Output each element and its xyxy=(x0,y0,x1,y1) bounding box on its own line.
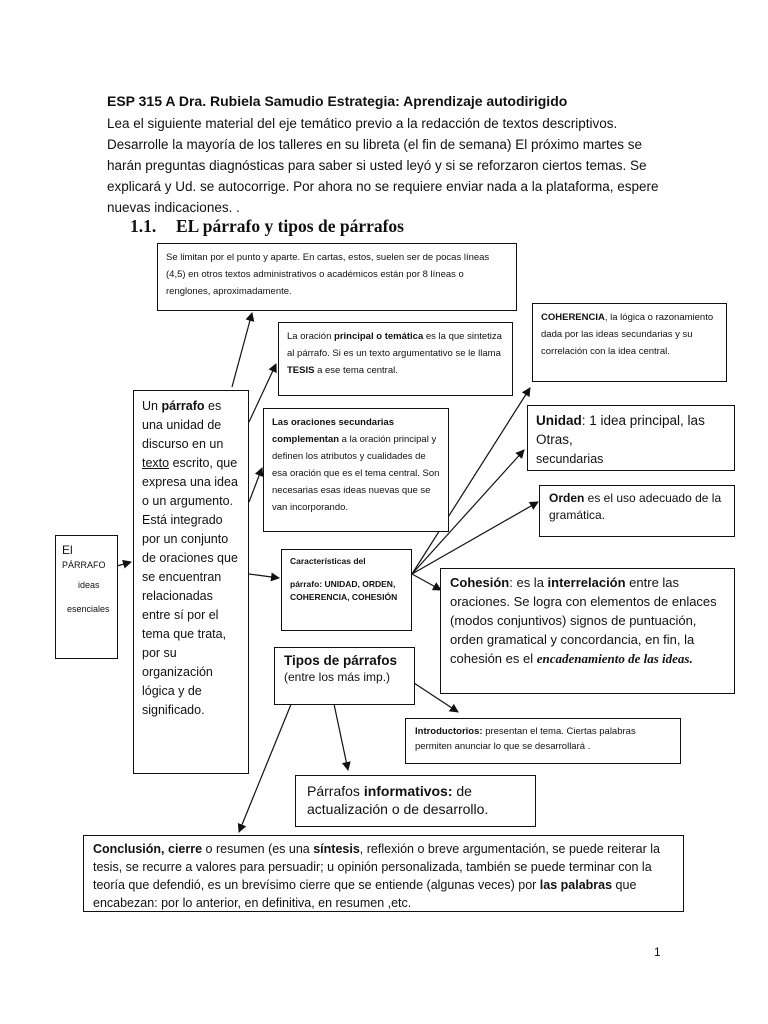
conclusion-p1: o resumen (es una xyxy=(202,842,314,856)
cohesion-p2: entre las oraciones. Se logra con elementos de enlaces (modos conjuntivos) signos de puntuación, orden gramatical y concordancia, en fin, la cohesión es el xyxy=(450,575,717,666)
unity-rest: : 1 idea principal, las Otras, xyxy=(536,413,705,447)
order-bold: Orden xyxy=(549,491,585,505)
left-line3: ideas xyxy=(78,580,100,590)
conclusion-p3: que encabezan: por lo anterior, en definitiva, en resumen ,etc. xyxy=(93,878,637,910)
informative-rest: de actualización o de desarrollo. xyxy=(307,783,489,817)
unity-line2: secundarias xyxy=(536,452,604,466)
left-paragraph-box xyxy=(55,535,118,659)
secondary-bold: Las oraciones secundarias complementan xyxy=(272,417,394,445)
unity-bold: Unidad xyxy=(536,413,582,428)
left-line4: esenciales xyxy=(67,604,110,614)
main-sentence-box xyxy=(278,322,513,396)
intro-paragraph: Lea el siguiente material del eje temático previo a la redacción de textos descriptivos. Desarrolle la mayoría de los talleres en su libreta (el fin de semana) El próximo martes se harán preguntas diagnósticas para saber si usted leyó y si se reforzaron ciertos temas. Se explicará y Ud. se autocorrige. Por ahora no se requiere enviar nada a la plataforma, espere nuevas indicaciones. . xyxy=(107,116,659,215)
limits-box: Se limitan por el punto y aparte. En cartas, estos, suelen ser de pocas líneas (4,5) en otros textos administrativos o académicos están por 8 líneas o renglones, aproximadamente. xyxy=(157,243,517,311)
coherence-rest: , la lógica o razonamiento dada por las ideas secundarias y su correlación con la idea central. xyxy=(541,312,714,357)
section-number: 1.1. xyxy=(130,216,157,236)
secondary-sentences-box xyxy=(263,408,449,532)
main-sentence-mid: es la que sintetiza al párrafo. Si es un texto argumentativo se le llama xyxy=(287,331,502,359)
cohesion-bold: Cohesión xyxy=(450,575,510,590)
arrow-to-characteristics xyxy=(249,574,279,578)
order-rest: es el uso adecuado de la gramática. xyxy=(549,491,722,522)
types-box xyxy=(274,647,415,705)
informative-box xyxy=(295,775,536,827)
main-sentence-post: a ese tema central. xyxy=(314,365,398,376)
introductory-box xyxy=(405,718,681,764)
main-sentence-thesis: TESIS xyxy=(287,365,315,376)
conclusion-bold2: síntesis xyxy=(313,842,360,856)
conclusion-p2: , reflexión o breve argumentación, se puede reiterar la tesis, se recurre a valores para persuadir; u opinión personalizada, también se puede terminar con la teoría que defendió, es un brevísimo cierre que se entiende (algunas veces) por xyxy=(93,842,660,892)
characteristics-line2: párrafo: UNIDAD, ORDEN, COHERENCIA, COHESIÓN xyxy=(290,579,398,602)
conclusion-bold: Conclusión, cierre xyxy=(93,842,203,856)
introductory-bold: Introductorios: xyxy=(415,726,483,737)
definition-p2: es una unidad de discurso en un xyxy=(142,399,224,451)
definition-p3: escrito, que expresa una idea o un argumento. Está integrado por un conjunto de oraciones que se encuentran relacionadas entre sí por el tema que trata, por su organización lógica y de significado. xyxy=(142,456,238,717)
characteristics-line1: Características del xyxy=(290,556,366,566)
left-line2: PÁRRAFO xyxy=(62,560,106,570)
header-title: ESP 315 A Dra. Rubiela Samudio Estrategia: Aprendizaje autodirigido xyxy=(107,93,568,109)
arrow-to-cohesion xyxy=(412,574,441,590)
informative-pre: Párrafos xyxy=(307,783,364,799)
cohesion-box xyxy=(440,568,735,694)
main-sentence-pre: La oración xyxy=(287,331,335,342)
cohesion-emph: encadenamiento de las ideas. xyxy=(536,651,693,666)
introductory-rest: presentan el tema. Ciertas palabras permiten anunciar lo que se desarrollará . xyxy=(415,726,636,752)
left-line1: El xyxy=(62,543,73,557)
types-subtitle: (entre los más imp.) xyxy=(284,670,391,684)
characteristics-box xyxy=(281,549,412,631)
arrow-to-secondary xyxy=(249,468,262,502)
arrow-to-informative xyxy=(334,704,348,770)
conclusion-box xyxy=(83,835,684,912)
unity-box xyxy=(527,405,735,471)
conclusion-bold3: las palabras xyxy=(539,878,613,892)
coherence-box xyxy=(532,303,727,382)
definition-bold: párrafo xyxy=(161,399,205,413)
definition-p1: Un xyxy=(142,399,162,413)
types-title: Tipos de párrafos xyxy=(284,653,398,668)
arrow-left-to-definition xyxy=(117,562,131,566)
order-box xyxy=(539,485,735,537)
definition-underline: texto xyxy=(142,456,170,470)
cohesion-bold2: interrelación xyxy=(547,575,626,590)
cohesion-p1: : es la xyxy=(509,575,548,590)
main-sentence-bold: principal o temática xyxy=(334,331,424,342)
section-title: EL párrafo y tipos de párrafos xyxy=(176,216,404,236)
arrow-to-limits xyxy=(232,313,252,387)
definition-box xyxy=(133,390,249,774)
page-number: 1 xyxy=(654,945,661,959)
informative-bold: informativos: xyxy=(363,783,453,799)
secondary-rest: a la oración principal y definen los atributos y cualidades de esa oración que es el tema central. Son necesarias esas ideas nuevas que se van incorporando. xyxy=(272,434,440,513)
coherence-bold: COHERENCIA xyxy=(541,312,605,323)
